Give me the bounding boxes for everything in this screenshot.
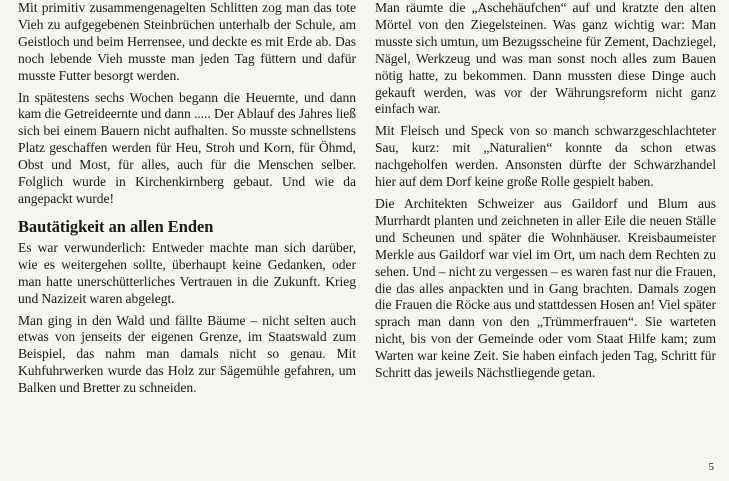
left-paragraph-4: Man ging in den Wald und fällte Bäume – nicht selten auch etwas von jenseits der eigenen Grenze, im Staatswald zum Beispiel, das nahm man damals nicht so genau. Mit Kuhfuhrwerken wurde das Holz zur Sägemühle gefahren, um Balken und Bretter zu schneiden. (18, 312, 356, 396)
right-paragraph-1: Man räumte die „Aschehäufchen“ auf und kratzte den alten Mörtel von den Ziegelsteinen. Was ganz wichtig war: Man musste sich umtun, um Bezugsscheine für Zement, Dachziegel, Nägel, Werkzeug und was man sonst noch alles zum Bauen nötig hatte, zu bekommen. Dann mussten diese Dinge auch gekauft werden, was vor der Währungsreform nicht ganz einfach war. (375, 0, 716, 117)
right-paragraph-3: Die Architekten Schweizer aus Gaildorf und Blum aus Murrhardt planten und zeichneten in aller Eile die neuen Ställe und Scheunen und später die Wohnhäuser. Kreisbaumeister Merkle aus Gaildorf war viel im Ort, um nach dem Rechten zu sehen. Und – nicht zu vergessen – es waren fast nur die Frauen, die das alles anpackten und in Gang brachten. Damals zogen die Frauen die Röcke aus und stattdessen Hosen an! Viel später sprach man dann von den „Trümmerfrauen“. Sie warteten nicht, bis von der Gemeinde oder vom Staat Hilfe kam; zum Warten war keine Zeit. Sie haben einfach jeden Tag, Schritt für Schritt das jeweils Nächstliegende getan. (375, 195, 716, 381)
section-heading: Bautätigkeit an allen Enden (18, 216, 214, 236)
left-paragraph-1: Mit primitiv zusammengenagelten Schlitten zog man das tote Vieh zu aufgegebenen Steinbrüchen unterhalb der Schule, am Geistloch und beim Herrensee, und deckte es mit Erde ab. Das noch lebende Vieh musste man jeden Tag füttern und dafür musste Futter besorgt werden. (18, 0, 356, 83)
right-paragraph-2: Mit Fleisch und Speck von so manch schwarzgeschlachteter Sau, kurz: mit „Naturalien“ konnte da schon etwas nachgeholfen werden. Ansonsten dürfte der Schwarzhandel hier auf dem Dorf keine große Rolle gespielt haben. (375, 123, 716, 190)
left-paragraph-2: In spätestens sechs Wochen begann die Heuernte, und dann kam die Getreideernte und dann ..... Der Ablauf des Jahres ließ sich bei einem Bauern nicht aufhalten. So musste schnellstens Platz geschaffen werden für Heu, Stroh und Korn, für Öhmd, Obst und Most, für alles, auch für die Menschen selber. Folglich wurde in Kirchenkirnberg gebaut. Und wie da angepackt wurde! (18, 89, 356, 206)
right-column (375, 0, 716, 382)
page-number: 5 (708, 461, 714, 473)
left-column (18, 0, 356, 397)
left-paragraph-3: Es war verwunderlich: Entweder machte man sich darüber, wie es weitergehen sollte, überhaupt keine Gedanken, oder man hatte unerschütterliches Vertrauen in die Zukunft. Krieg und Nazizeit waren abgelegt. (18, 239, 356, 306)
